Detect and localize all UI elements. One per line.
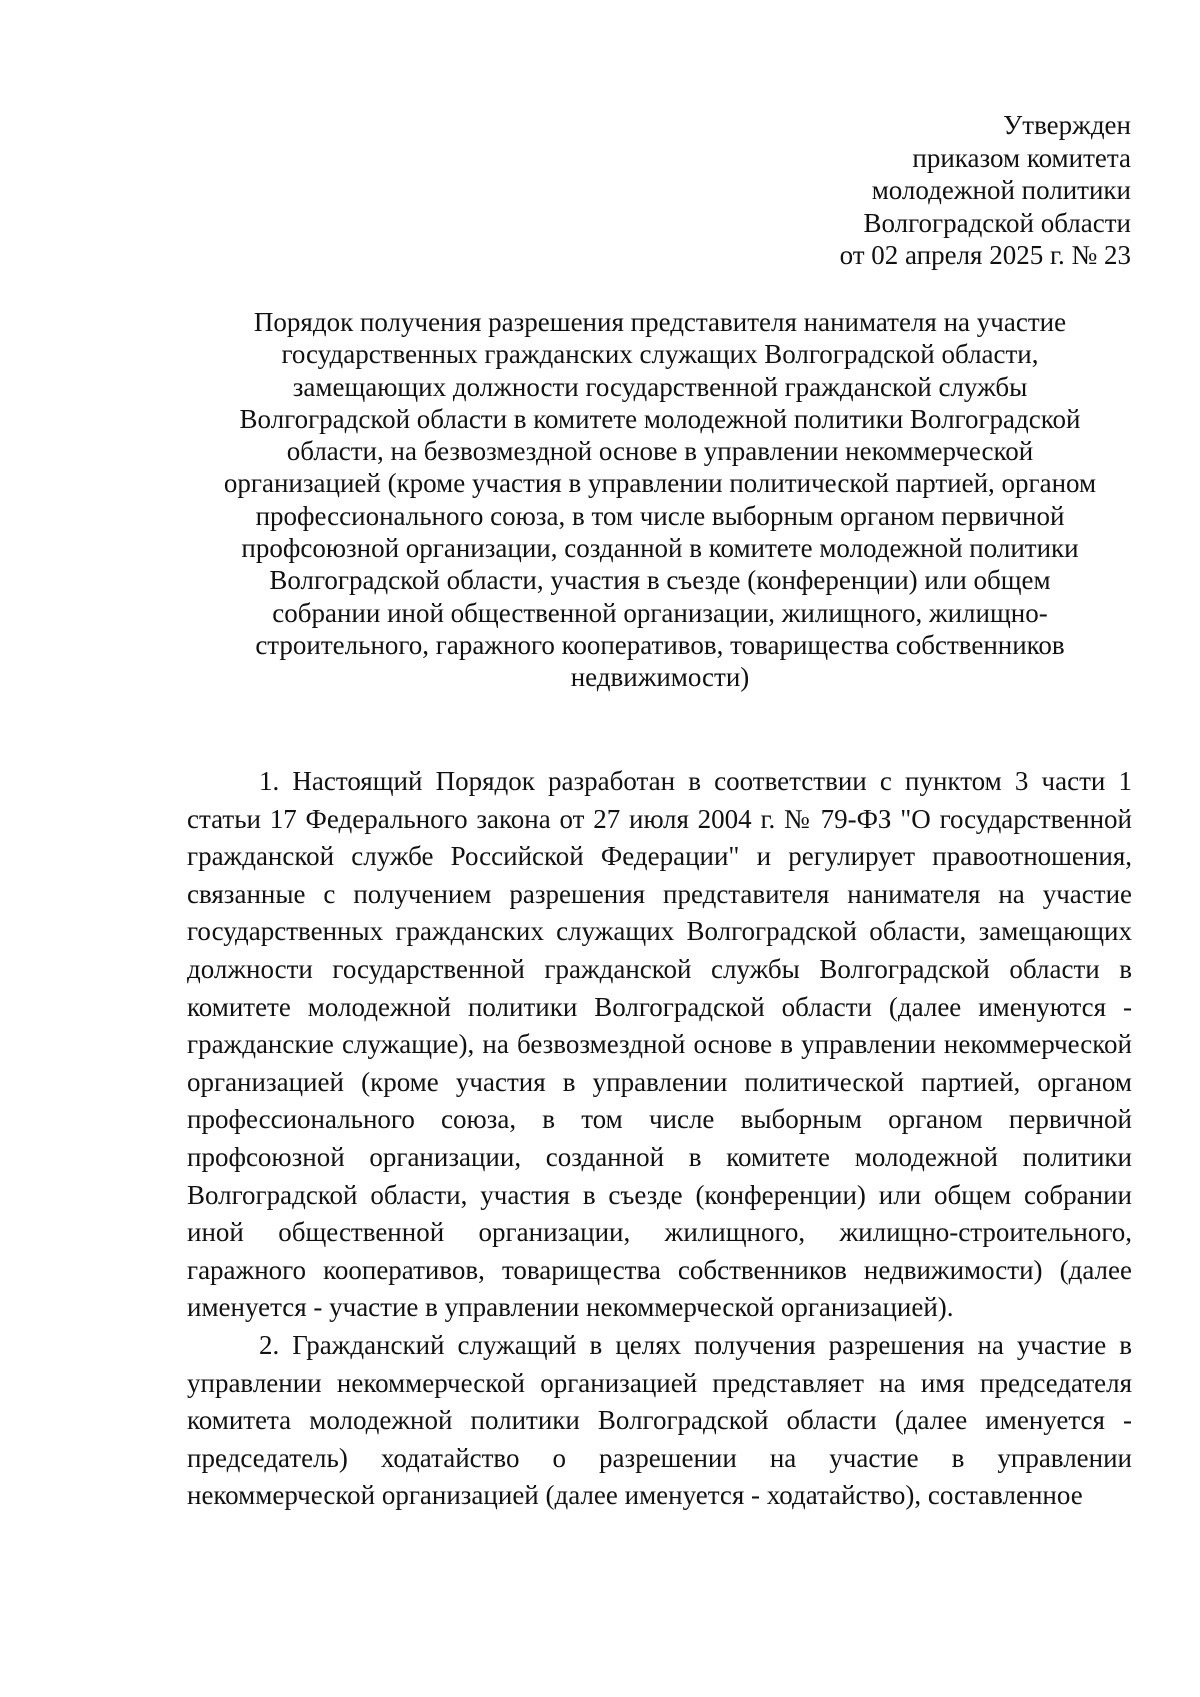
title-line: Порядок получения разрешения представителя нанимателя на участие bbox=[253, 307, 1067, 337]
approval-stamp bbox=[531, 109, 1131, 272]
approval-line: приказом комитета bbox=[912, 142, 1131, 173]
title-line: области, на безвозмездной основе в управлении некоммерческой bbox=[286, 436, 1034, 467]
title-line: организацией (кроме участия в управлении политической партией, органом bbox=[223, 468, 1097, 499]
title-line: профессионального союза, в том числе выборным органом первичной bbox=[255, 500, 1065, 531]
approval-line: от 02 апреля 2025 г. № 23 bbox=[839, 240, 1131, 270]
document-body bbox=[187, 763, 1132, 1515]
paragraph-2: 2. Гражданский служащий в целях получения разрешения на участие в управлении некоммерческой организацией представляет на имя председателя комитета молодежной политики Волгоградской области (далее именуется - председатель) ходатайство о разрешении на участие в управлении некоммерческой организацией (далее именуется - ходатайство), составленное bbox=[187, 1329, 1132, 1511]
title-line: недвижимости) bbox=[570, 662, 750, 693]
title-line: замещающих должности государственной гражданской службы bbox=[292, 371, 1028, 402]
title-line: Волгоградской области в комитете молодежной политики Волгоградской bbox=[239, 403, 1081, 434]
approval-line: Утвержден bbox=[1003, 110, 1131, 140]
title-line: государственных гражданских служащих Волгоградской области, bbox=[281, 339, 1039, 370]
approval-line: молодежной политики bbox=[871, 175, 1131, 205]
title-line: профсоюзной организации, созданной в комитете молодежной политики bbox=[241, 533, 1079, 564]
approval-line: Волгоградской области bbox=[863, 207, 1131, 238]
paragraph-1: 1. Настоящий Порядок разработан в соответствии с пунктом 3 части 1 статьи 17 Федерального закона от 27 июля 2004 г. № 79-ФЗ "О государственной гражданской службе Российской Федерации" и регулирует правоотношения, связанные с получением разрешения представителя нанимателя на участие государственных гражданских служащих Волгоградской области, замещающих должности государственной гражданской службы Волгоградской области в комитете молодежной политики Волгоградской области (далее именуются - гражданские служащие), на безвозмездной основе в управлении некоммерческой организацией (кроме участия в управлении политической партией, органом профессионального союза, в том числе выборным органом первичной профсоюзной организации, созданной в комитете молодежной политики Волгоградской области, участия в съезде (конференции) или общем собрании иной общественной организации, жилищного, жилищно-строительного, гаражного кооперативов, товарищества собственников недвижимости) (далее именуется - участие в управлении некоммерческой организацией). bbox=[187, 766, 1132, 1323]
title-line: собрании иной общественной организации, жилищного, жилищно- bbox=[272, 597, 1048, 628]
title-line: строительного, гаражного кооперативов, товарищества собственников bbox=[255, 629, 1065, 660]
title-line: Волгоградской области, участия в съезде (конференции) или общем bbox=[269, 565, 1051, 596]
document-title bbox=[180, 306, 1140, 694]
